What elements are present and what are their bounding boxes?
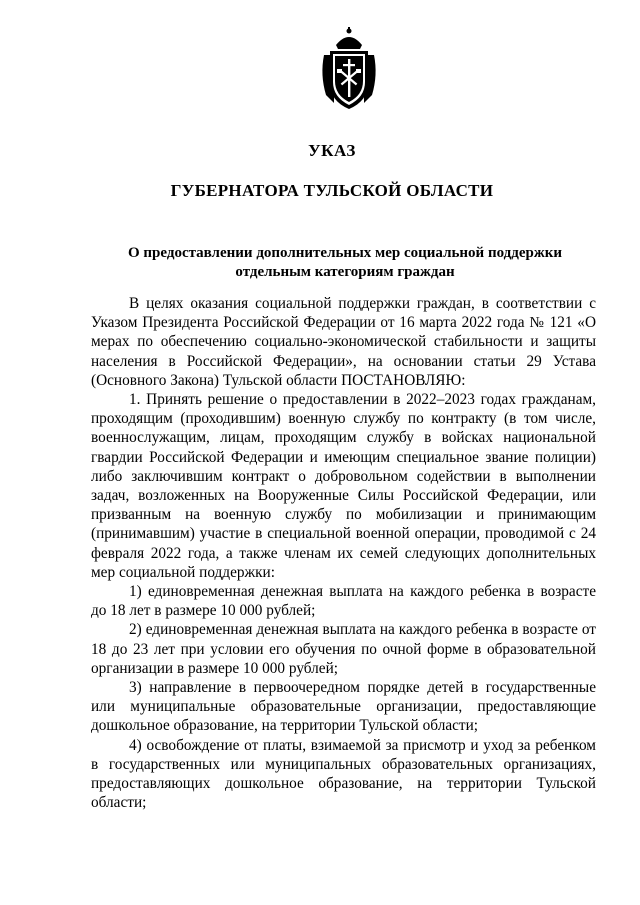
decree-issuer: ГУБЕРНАТОРА ТУЛЬСКОЙ ОБЛАСТИ: [170, 181, 494, 200]
clause-1-paragraph: 1. Принять решение о предоставлении в 2022–2023 годах гражданам, проходящим (проходившим) военную службу по контракту (в том числе, военнослужащим, лицам, проходящим службу в войсках национальной гвардии Российской Федерации и имеющим специальное звание полиции) либо заключившим контракт о добровольном содействии в выполнении задач, возложенных на Вооруженные Силы Российской Федерации, или призванным на военную службу по мобилизации и принимающим (принимавшим) участие в специальной военной операции, проводимой с 24 февраля 2022 года, а также членам их семей следующих дополнительных мер социальной поддержки:: [91, 391, 596, 581]
subclause-3-paragraph: 3) направление в первоочередном порядке детей в государственные или муниципальные образовательные организации, предоставляющие дошкольное образование, на территории Тульской области;: [91, 679, 596, 735]
subject-line-2: отдельным категориям граждан: [235, 264, 455, 280]
subject-line-1: О предоставлении дополнительных мер социальной поддержки: [128, 245, 562, 261]
subclause-1-paragraph: 1) единовременная денежная выплата на каждого ребенка в возрасте до 18 лет в размере 10 000 рублей;: [91, 583, 596, 620]
preamble-paragraph: В целях оказания социальной поддержки граждан, в соответствии с Указом Президента Российской Федерации от 16 марта 2022 года № 121 «О мерах по обеспечению социально-экономической стабильности и защиты населения в Российской Федерации», на основании статьи 29 Устава (Основного Закона) Тульской области ПОСТАНОВЛЯЮ:: [91, 295, 596, 389]
decree-subject: [95, 244, 595, 282]
subclause-2-paragraph: 2) единовременная денежная выплата на каждого ребенка в возрасте от 18 до 23 лет при условии его обучения по очной форме в образовательной организации в размере 10 000 рублей;: [91, 621, 596, 677]
tula-region-coat-of-arms-icon: [318, 25, 380, 111]
subclause-4-paragraph: 4) освобождение от платы, взимаемой за присмотр и уход за ребенком в государственных или муниципальных образовательных организациях, предоставляющих дошкольное образование, на территории Тульской области;: [91, 736, 596, 812]
decree-body: [91, 294, 596, 812]
decree-title: УКАЗ: [308, 141, 356, 160]
